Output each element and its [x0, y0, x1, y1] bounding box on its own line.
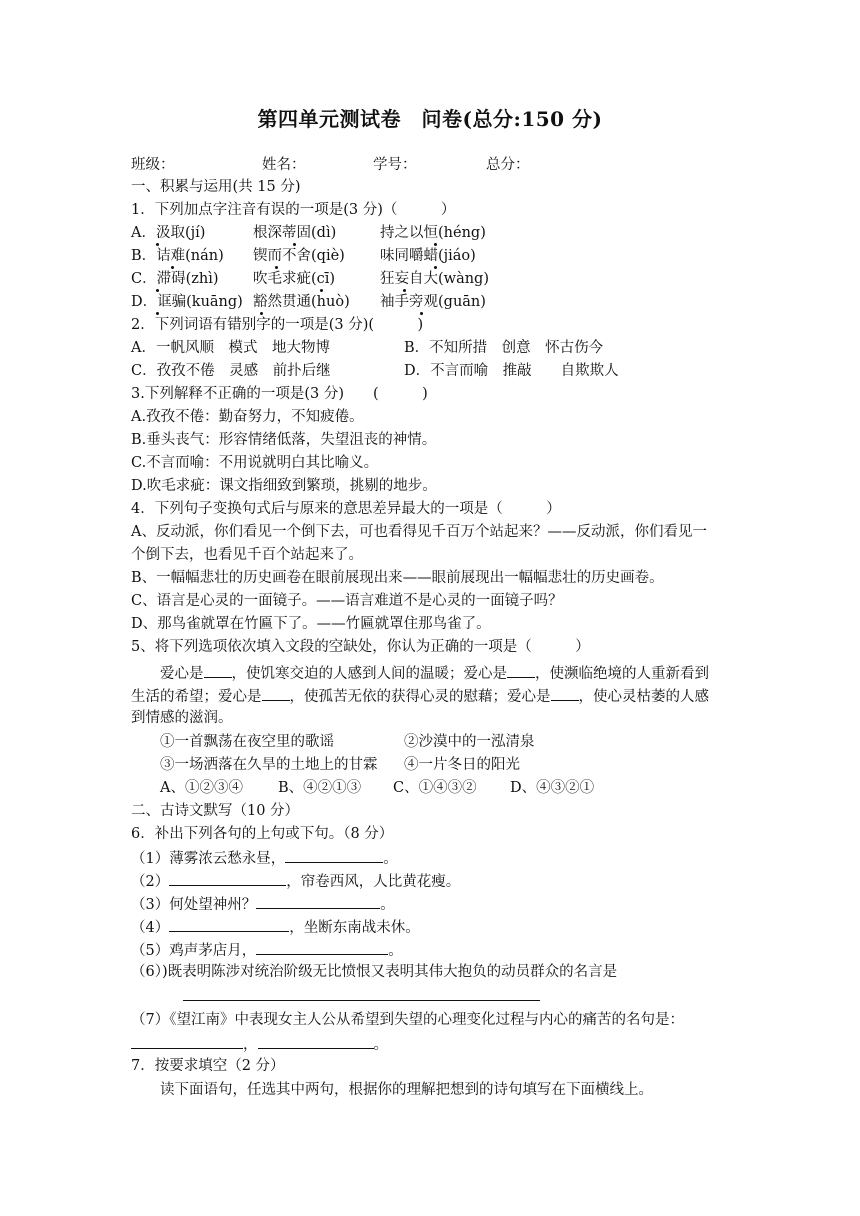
q1-option-c-word-2: 吹毛求疵(cī) — [253, 271, 336, 287]
q4-option-d: D、那鸟雀就罩在竹匾下了。——竹匾就罩住那鸟雀了。 — [131, 616, 491, 632]
answer-blank[interactable] — [258, 1033, 374, 1049]
q2-option-b: B．不知所措 创意 怀古伤今 — [404, 340, 604, 356]
q2-option-d: D．不言而喻 推敲 自欺欺人 — [404, 363, 619, 379]
emphasis-dot — [403, 289, 406, 292]
q3-option-d: D.吹毛求疵：课文指细致到繁琐，挑剔的地步。 — [131, 478, 437, 494]
emphasis-dot — [434, 243, 437, 246]
line-text: ，帘卷西风，人比黄花瘦。 — [286, 874, 461, 890]
question-4-stem: 4．下列句子变换句式后与原来的意思差异最大的一项是（ ） — [131, 501, 561, 517]
line-text: 。 — [380, 897, 395, 913]
q4-option-a-line-2: 个倒下去，也看见千百个站起来了。 — [131, 547, 363, 563]
section-heading: 一、积累与运用(共 15 分) — [131, 179, 301, 195]
emphasis-dot — [320, 289, 323, 292]
answer-blank[interactable] — [256, 893, 380, 909]
total-score-label: 总分： — [486, 157, 530, 173]
fill-blank[interactable] — [507, 662, 535, 678]
q5-answer-c: C、①④③② — [393, 780, 477, 796]
q1-option-a-word-3: 持之以恒(héng) — [380, 225, 486, 241]
q6-line-6: （6）)既表明陈涉对统治阶级无比愤恨又表明其伟大抱负的动员群众的名言是 — [131, 964, 618, 980]
answer-blank[interactable] — [285, 847, 383, 863]
question-1-stem: 1．下列加点字注音有误的一项是(3 分)（ ） — [131, 202, 456, 218]
line-text: （2） — [131, 874, 170, 890]
q4-option-a-line-1: A、反动派，你们看见一个倒下去，可也看得见千百万个站起来？——反动派，你们看见一 — [131, 524, 707, 540]
emphasis-dot — [275, 266, 278, 269]
q5-answer-d: D、④③②① — [510, 780, 595, 796]
question-6-stem: 6．补出下列各句的上句或下句。（8 分） — [131, 826, 394, 842]
passage-text: ，使心灵枯萎的人感 — [578, 689, 709, 705]
passage-text: ，使孤苦无依的获得心灵的慰藉；爱心是 — [289, 689, 551, 705]
q1-option-d-word-3: 袖手旁观(guān) — [380, 294, 486, 310]
q2-option-c: C．孜孜不倦 灵感 前扑后继 — [131, 363, 331, 379]
passage-text: 爱心是 — [160, 666, 204, 682]
question-3-stem: 3.下列解释不正确的一项是(3 分) ( ) — [131, 386, 428, 402]
passage-line-2 — [131, 685, 709, 707]
q6-line-7: （7）《望江南》中表现女主人公从希望到失望的心理变化过程与内心的痛苦的名句是： — [131, 1012, 684, 1028]
name-label: 姓名： — [262, 157, 306, 173]
q1-option-b-word-3: 味同嚼蜡(jiáo) — [380, 248, 476, 264]
student-number-label: 学号： — [373, 157, 417, 173]
line-text: （1）薄雾浓云愁永昼， — [131, 851, 286, 867]
q5-answer-a: A、①②③④ — [160, 780, 243, 796]
passage-text: 生活的希望；爱心是 — [131, 689, 262, 705]
emphasis-dot — [156, 289, 159, 292]
passage-text: ，使饥寒交迫的人感到人间的温暖；爱心是 — [231, 666, 507, 682]
fill-blank[interactable] — [204, 662, 232, 678]
question-2-stem: 2．下列词语有错别字的一项是(3 分)( ) — [131, 317, 424, 333]
q1-option-d-word-1: D．诓骗(kuāng) — [131, 294, 243, 310]
line-text: 。 — [388, 943, 403, 959]
page-title: 第四单元测试卷 问卷(总分:150 分) — [257, 107, 603, 131]
q1-option-d-word-2: 豁然贯通(huò) — [253, 294, 350, 310]
answer-blank[interactable] — [256, 939, 388, 955]
q7-instruction: 读下面语句，任选其中两句，根据你的理解把想到的诗句填写在下面横线上。 — [160, 1082, 653, 1098]
line-text: （5）鸡声茅店月， — [131, 943, 257, 959]
q1-option-c-word-3: 狂妄自大(wàng) — [380, 271, 489, 287]
q6-line-4 — [131, 916, 420, 938]
q2-option-a: A．一帆风顺 模式 地大物博 — [131, 340, 330, 356]
q6-line-3 — [131, 893, 395, 915]
answer-blank[interactable] — [169, 870, 286, 886]
line-text: ， — [243, 1037, 258, 1053]
q5-choice-1: ①一首飘荡在夜空里的歌谣 — [160, 734, 334, 750]
q6-line-2 — [131, 870, 460, 892]
class-label: 班级： — [131, 157, 175, 173]
question-5-stem: 5、将下列选项依次填入文段的空缺处，你认为正确的一项是（ ） — [131, 639, 590, 655]
line-text: （3）何处望神州？ — [131, 897, 257, 913]
q6-line-5 — [131, 939, 403, 961]
emphasis-dot — [171, 266, 174, 269]
line-text: ，坐断东南战未休。 — [289, 920, 420, 936]
line-text: 。 — [383, 851, 398, 867]
q5-choice-2: ②沙漠中的一泓清泉 — [404, 734, 535, 750]
emphasis-dot — [293, 243, 296, 246]
q4-option-b: B、一幅幅悲壮的历史画卷在眼前展现出来——眼前展现出一幅幅悲壮的历史画卷。 — [131, 570, 664, 586]
fill-blank[interactable] — [262, 685, 290, 701]
fill-blank[interactable] — [551, 685, 579, 701]
q1-option-b-word-1: B．诘难(nán) — [131, 248, 224, 264]
q3-option-c: C.不言而喻：不用说就明白其比喻义。 — [131, 455, 379, 471]
passage-text: ，使濒临绝境的人重新看到 — [535, 666, 709, 682]
answer-line[interactable] — [183, 1000, 540, 1001]
passage-line-3: 到情感的滋润。 — [131, 710, 233, 726]
emphasis-dot — [156, 243, 159, 246]
q5-answer-b: B、④②①③ — [278, 780, 362, 796]
q3-option-a: A.孜孜不倦：勤奋努力，不知疲倦。 — [131, 409, 364, 425]
q5-choice-4: ④一片冬日的阳光 — [404, 757, 520, 773]
q1-option-b-word-2: 锲而不舍(qiè) — [253, 248, 345, 264]
emphasis-dot — [434, 266, 437, 269]
answer-blank[interactable] — [131, 1033, 243, 1049]
line-text: （4） — [131, 920, 170, 936]
q1-option-c-word-1: C．滞碍(zhì) — [131, 271, 219, 287]
section-heading: 二、古诗文默写（10 分） — [131, 803, 300, 819]
question-7-stem: 7．按要求填空（2 分） — [131, 1058, 285, 1074]
q6-line-1 — [131, 847, 398, 869]
q1-option-a-word-1: A．汲取(jí) — [131, 225, 206, 241]
q1-option-a-word-2: 根深蒂固(dì) — [253, 225, 337, 241]
q6-line-7-answers — [131, 1033, 388, 1055]
q4-option-c: C、语言是心灵的一面镜子。——语言难道不是心灵的一面镜子吗？ — [131, 593, 563, 609]
passage-line-1 — [160, 662, 709, 684]
q3-option-b: B.垂头丧气：形容情绪低落，失望沮丧的神情。 — [131, 432, 437, 448]
answer-blank[interactable] — [169, 916, 289, 932]
q5-choice-3: ③一场洒落在久旱的土地上的甘霖 — [160, 757, 378, 773]
line-text: 。 — [373, 1037, 388, 1053]
